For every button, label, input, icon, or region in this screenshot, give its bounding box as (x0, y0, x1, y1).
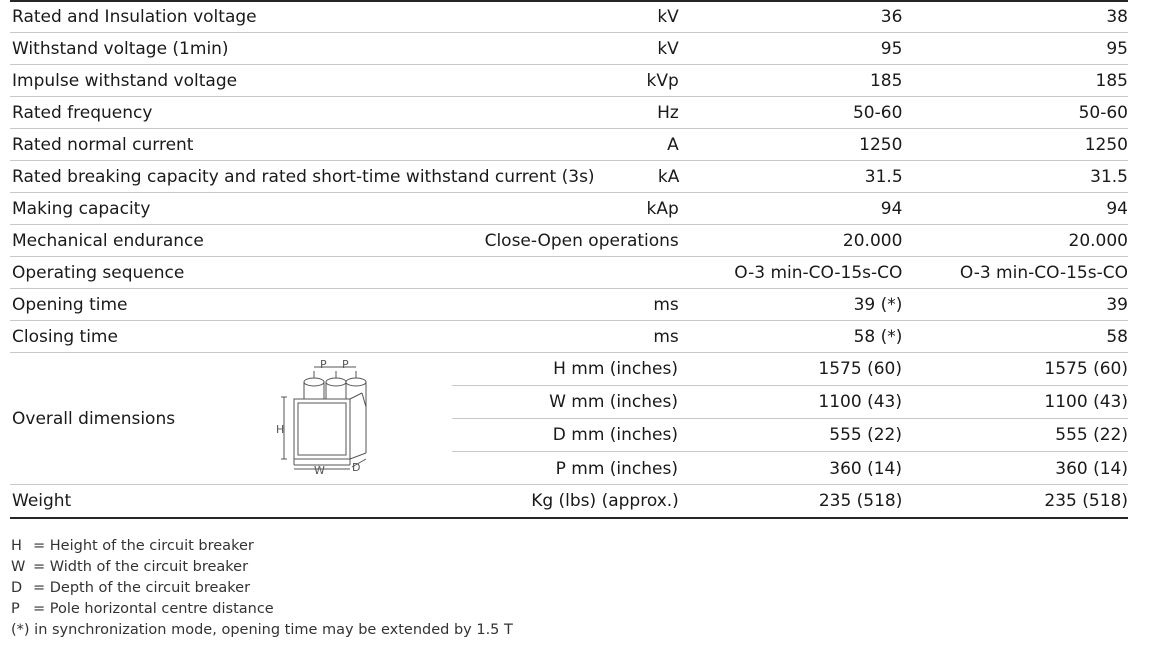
row-value-2: 185 (1095, 70, 1128, 91)
legend-text: = Depth of the circuit breaker (33, 580, 251, 596)
table-row (10, 225, 1128, 257)
row-value-1: 555 (22) (829, 425, 902, 445)
footnote: (*) in synchronization mode, opening time may be extended by 1.5 T (11, 622, 513, 638)
row-value-1: 235 (518) (818, 491, 903, 511)
row-value-2: 95 (1106, 38, 1128, 59)
row-label: Withstand voltage (1min) (12, 38, 229, 59)
row-value-2: 235 (518) (1044, 491, 1128, 511)
row-value-1: 39 (*) (853, 294, 903, 315)
row-unit: H mm (inches) (553, 359, 678, 379)
legend-item (11, 578, 513, 599)
row-unit: Hz (657, 102, 679, 123)
table-row (452, 386, 1128, 419)
legend-item (11, 536, 513, 557)
legend-item (11, 599, 513, 620)
table-row (452, 452, 1128, 485)
dim-letter-h: H (276, 423, 285, 436)
row-value-2: 31.5 (1090, 166, 1128, 187)
row-unit: Kg (lbs) (approx.) (531, 491, 679, 511)
dimensions-label: Overall dimensions (12, 409, 176, 429)
row-unit: kA (657, 166, 680, 187)
legend-text: = Width of the circuit breaker (33, 559, 249, 575)
row-value-1: O-3 min-CO-15s-CO (734, 262, 903, 283)
row-unit: kV (657, 7, 679, 27)
table-row (10, 161, 1128, 193)
table-row (10, 2, 1128, 33)
dimensions-block (10, 353, 1128, 485)
row-value-2: 1100 (43) (1044, 392, 1128, 412)
row-value-2: 39 (1106, 294, 1128, 315)
row-label: Weight (12, 491, 72, 511)
row-value-1: 36 (880, 7, 903, 27)
row-value-2: 1250 (1084, 134, 1128, 155)
row-value-1: 58 (*) (853, 326, 903, 347)
row-unit: ms (653, 326, 679, 347)
row-value-1: 185 (869, 70, 903, 91)
row-label: Rated frequency (12, 102, 153, 123)
legend-item (11, 557, 513, 578)
row-value-2: 555 (22) (1055, 425, 1128, 445)
table-row (10, 257, 1128, 289)
row-value-2: 50-60 (1078, 102, 1128, 123)
row-label: Mechanical endurance (12, 230, 204, 251)
row-value-1: 1100 (43) (818, 392, 902, 412)
table-row (452, 353, 1128, 386)
row-value-2: 58 (1106, 326, 1128, 347)
row-unit: W mm (inches) (549, 392, 678, 412)
legend-key: D (11, 580, 23, 596)
row-unit: Close-Open operations (484, 230, 679, 251)
row-label: Impulse withstand voltage (12, 70, 238, 91)
row-value-2: 94 (1106, 198, 1128, 219)
table-row (10, 65, 1128, 97)
row-value-2: 38 (1106, 7, 1128, 27)
table-row (10, 289, 1128, 321)
legend-key: P (11, 601, 20, 617)
row-value-1: 94 (880, 198, 903, 219)
table-row (10, 33, 1128, 65)
dim-letter-d: D (352, 461, 361, 474)
row-unit: P mm (inches) (555, 458, 678, 479)
table-row (10, 193, 1128, 225)
legend-key: W (11, 559, 26, 575)
row-unit: A (667, 134, 679, 155)
row-value-1: 31.5 (864, 166, 903, 187)
legend-text: = Height of the circuit breaker (33, 538, 254, 554)
row-value-1: 20.000 (842, 230, 903, 251)
legend-text: = Pole horizontal centre distance (33, 601, 274, 617)
table-row (10, 97, 1128, 129)
specs-table (10, 0, 1128, 519)
row-value-1: 50-60 (852, 102, 903, 123)
row-value-1: 1575 (60) (818, 359, 902, 379)
row-unit: ms (653, 294, 679, 315)
row-value-1: 95 (880, 38, 903, 59)
table-row (10, 321, 1128, 353)
row-label: Rated and Insulation voltage (12, 7, 257, 27)
row-value-1: 360 (14) (829, 458, 902, 479)
row-label: Operating sequence (12, 262, 185, 283)
dim-letter-p: P (320, 358, 327, 371)
circuit-breaker-dimension-figure (272, 357, 372, 477)
dimensions-rows (452, 353, 1128, 485)
table-row (452, 419, 1128, 452)
row-value-2: 360 (14) (1055, 458, 1128, 479)
table-row (10, 129, 1128, 161)
row-value-2: 20.000 (1068, 230, 1128, 251)
row-label: Closing time (12, 326, 118, 347)
legend-notes (11, 536, 513, 641)
row-value-2: 1575 (60) (1044, 359, 1128, 379)
dim-letter-w: W (314, 464, 325, 477)
row-unit: kAp (646, 198, 679, 219)
table-row-weight (10, 485, 1128, 517)
row-label: Rated normal current (12, 134, 194, 155)
row-label: Rated breaking capacity and rated short-time withstand current (3s) (12, 166, 595, 187)
dim-letter-p: P (342, 358, 349, 371)
row-value-2: O-3 min-CO-15s-CO (959, 262, 1128, 283)
row-label: Making capacity (12, 198, 151, 219)
row-unit: D mm (inches) (552, 425, 678, 445)
legend-key: H (11, 538, 22, 554)
row-unit: kVp (646, 70, 679, 91)
row-unit: kV (657, 38, 679, 59)
row-value-1: 1250 (859, 134, 903, 155)
row-label: Opening time (12, 294, 128, 315)
